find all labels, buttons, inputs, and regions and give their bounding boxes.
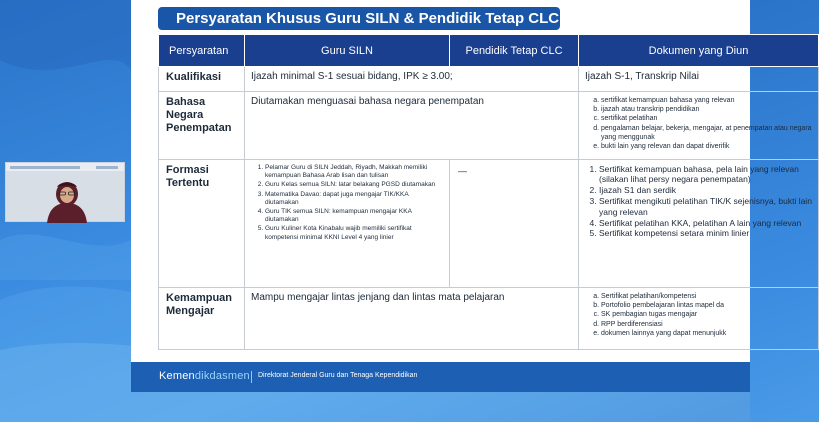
list-item: 2. Guru Kelas semua SILN: latar belakang PGSD diutamakan	[265, 181, 443, 189]
table-row	[159, 288, 819, 350]
requirements-table-wrapper	[158, 34, 812, 354]
list-item: d. RPP berdiferensiasi	[601, 320, 812, 329]
header-pendidik-clc: Pendidik Tetap CLC	[450, 35, 579, 67]
table-row	[159, 160, 819, 288]
row-label-kualifikasi: Kualifikasi	[159, 67, 245, 92]
table-header-row	[159, 35, 819, 67]
list-item: a. sertifikat kemampuan bahasa yang relevan	[601, 96, 812, 105]
row-label-formasi: Formasi Tertentu	[159, 160, 245, 288]
presenter-avatar	[44, 177, 90, 223]
bahasa-dokumen-list	[585, 96, 812, 151]
list-item: e. bukti lain yang relevan dan dapat diverifik	[601, 142, 812, 151]
slide-title: Persyaratan Khusus Guru SILN & Pendidik Tetap CLC	[158, 7, 560, 30]
video-logo-strip	[96, 166, 118, 169]
footer-directorate-text: Direktorat Jenderal Guru dan Tenaga Kependidikan	[258, 372, 418, 379]
cell-kualifikasi-dokumen: Ijazah S-1, Transkrip Nilai	[579, 67, 819, 92]
list-item: c. sertifikat pelatihan	[601, 114, 812, 123]
row-label-bahasa: Bahasa Negara Penempatan	[159, 92, 245, 160]
logo-text-part-a: Kemen	[159, 370, 195, 382]
cell-formasi-dokumen	[579, 160, 819, 288]
kemendikdasmen-logo	[159, 370, 250, 382]
list-item: b. ijazah atau transkrip pendidikan	[601, 105, 812, 114]
header-persyaratan: Persyaratan	[159, 35, 245, 67]
table-row	[159, 67, 819, 92]
list-item: 1. Sertifikat kemampuan bahasa, pela lain yang relevan (silakan lihat persy negara penempatan)	[599, 164, 812, 185]
video-slide-strip	[10, 166, 80, 169]
list-item: a. Sertifikat pelatihan/kompetensi	[601, 292, 812, 301]
cell-bahasa-dokumen	[579, 92, 819, 160]
cell-bahasa-requirement: Diutamakan menguasai bahasa negara penempatan	[245, 92, 579, 160]
list-item: d. pengalaman belajar, bekerja, mengajar, at penempatan atau negara yang menggunak	[601, 124, 812, 142]
list-item: 4. Sertifikat pelatihan KKA, pelatihan A lain yang relevan	[599, 218, 812, 228]
list-item: c. SK pembagian tugas mengajar	[601, 310, 812, 319]
requirements-table	[158, 34, 819, 350]
kemampuan-dokumen-list	[585, 292, 812, 338]
list-item: e. dokumen lainnya yang dapat menunjukk	[601, 329, 812, 338]
slide-footer	[131, 362, 750, 392]
formasi-dokumen-list	[585, 164, 812, 239]
cell-kualifikasi-requirement: Ijazah minimal S-1 sesuai bidang, IPK ≥ 3.00;	[245, 67, 579, 92]
formasi-siln-list	[251, 164, 443, 242]
header-guru-siln: Guru SILN	[245, 35, 450, 67]
list-item: 3. Sertifikat mengikuti pelatihan TIK/K sejenisnya, bukti lain yang relevan	[599, 196, 812, 217]
participant-video-thumbnail[interactable]	[5, 162, 125, 222]
logo-text-part-b: dikdasmen	[194, 370, 250, 382]
list-item: 4. Guru TIK semua SILN: kemampuan mengajar KKA diutamakan	[265, 208, 443, 224]
cell-kemampuan-dokumen	[579, 288, 819, 350]
list-item: 1. Pelamar Guru di SILN Jeddah, Riyadh, Makkah memiliki kemampuan Bahasa Arab lisan dan tulisan	[265, 164, 443, 180]
table-row	[159, 92, 819, 160]
list-item: b. Portofolio pembelajaran lintas mapel da	[601, 301, 812, 310]
cell-formasi-siln	[245, 160, 450, 288]
footer-divider	[251, 371, 252, 383]
cell-kemampuan-requirement: Mampu mengajar lintas jenjang dan lintas mata pelajaran	[245, 288, 579, 350]
header-dokumen: Dokumen yang Diun	[579, 35, 819, 67]
cell-formasi-clc: —	[450, 160, 579, 288]
list-item: 3. Matematika Davao: dapat juga mengajar TIK/KKA diutamakan	[265, 191, 443, 207]
row-label-kemampuan: Kemampuan Mengajar	[159, 288, 245, 350]
list-item: 5. Sertifikat kompetensi setara minim linier	[599, 228, 812, 238]
list-item: 2. Ijazah S1 dan serdik	[599, 185, 812, 195]
list-item: 5. Guru Kuliner Kota Kinabalu wajib memiliki sertifikat kompetensi minimal KKNI Level 4 yang linier	[265, 225, 443, 241]
